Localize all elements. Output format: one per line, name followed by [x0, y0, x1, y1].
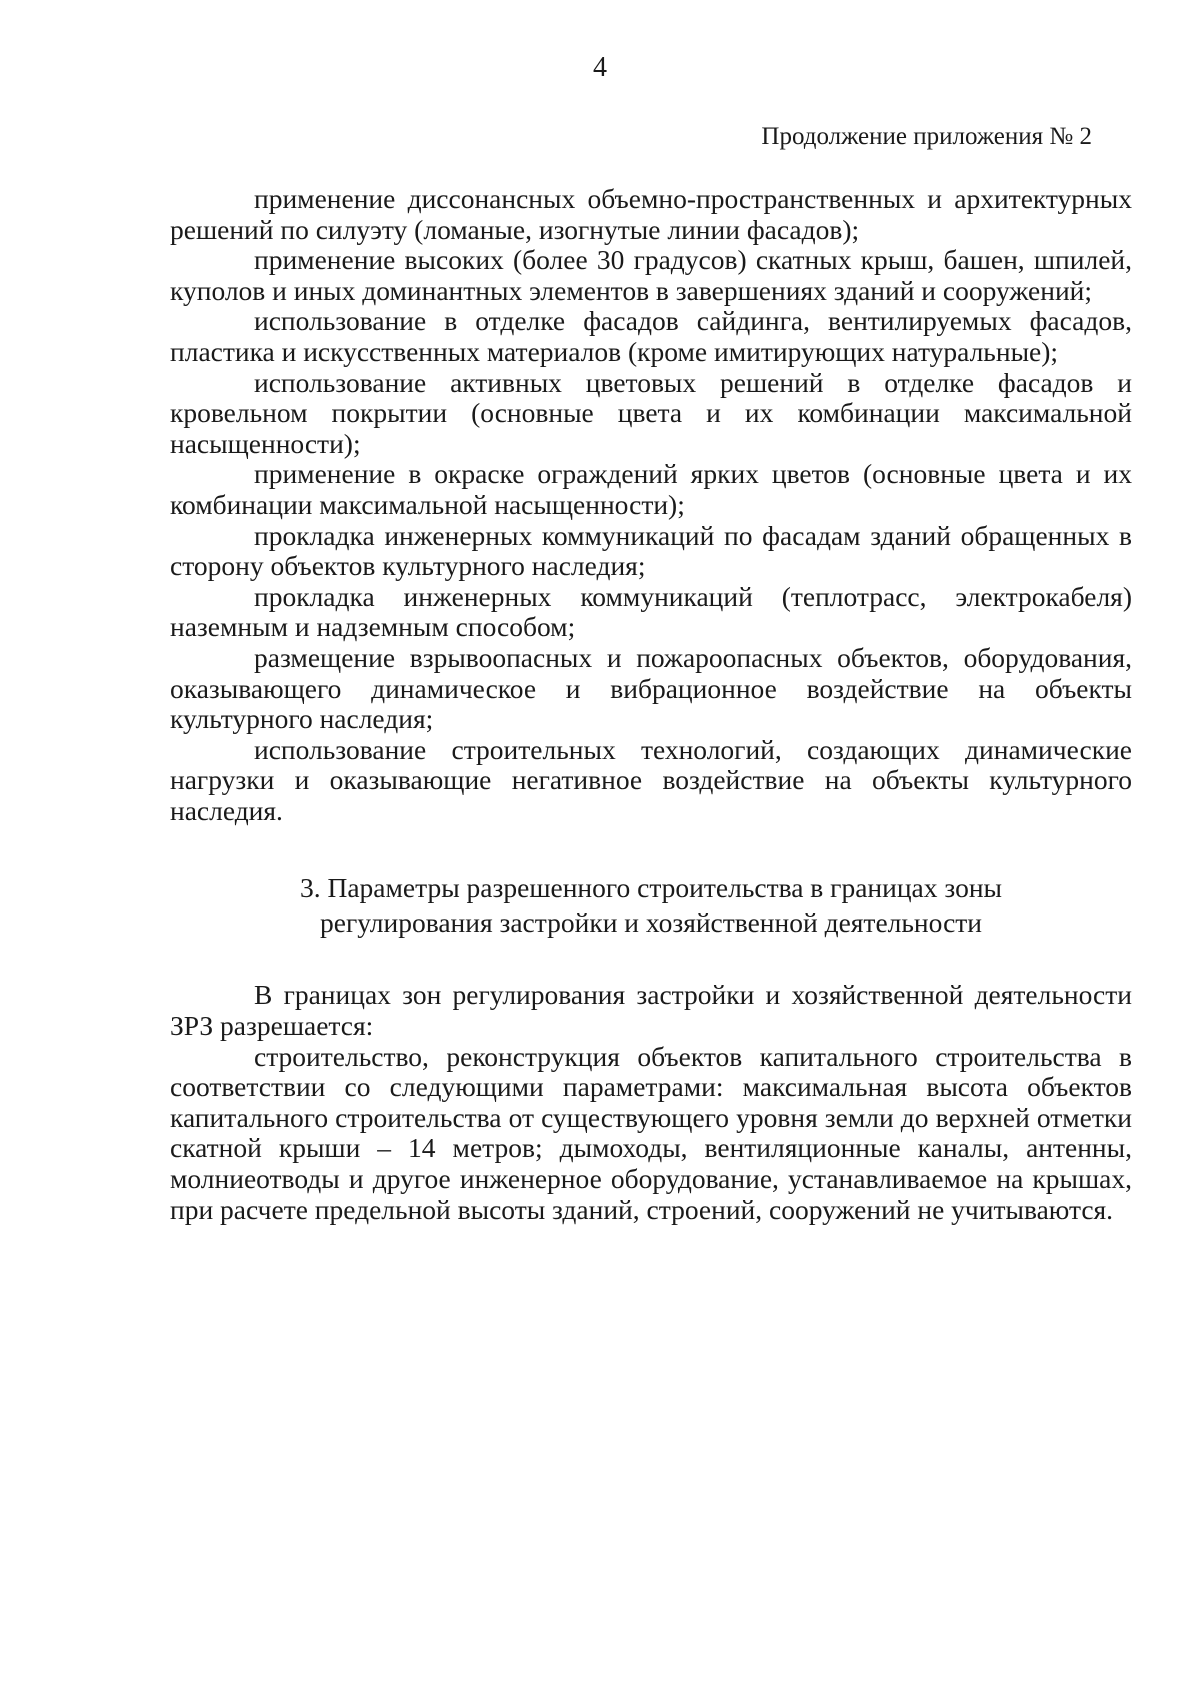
- prohibited-item-fence-colors: применение в окраске ограждений ярких цветов (основные цвета и их комбинации максимальной насыщенности);: [170, 458, 1132, 520]
- prohibited-item-hazardous-objects: размещение взрывоопасных и пожароопасных объектов, оборудования, оказывающего динамическое и вибрационное воздействие на объекты культурного наследия;: [170, 641, 1132, 735]
- section-3-intro: В границах зон регулирования застройки и хозяйственной деятельности ЗРЗ разрешается:: [170, 979, 1132, 1042]
- prohibited-item-construction-technologies: использование строительных технологий, создающих динамические нагрузки и оказывающие негативное воздействие на объекты культурного наследия.: [170, 733, 1132, 826]
- document-body: [170, 184, 1132, 1225]
- section-3-permitted-construction: строительство, реконструкция объектов капитального строительства в соответствии со следующими параметрами: максимальная высота объектов капитального строительства от существующего уровня земли до верхней отметки скатной крыши – 14 метров; дымоходы, вентиляционные каналы, антенны, молниеотводы и другое инженерное оборудование, устанавливаемое на крышах, при расчете предельной высоты зданий, строений, сооружений не учитываются.: [170, 1040, 1132, 1225]
- prohibited-item-facade-materials: использование в отделке фасадов сайдинга, вентилируемых фасадов, пластика и искусственных материалов (кроме имитирующих натуральные);: [170, 305, 1132, 367]
- prohibited-item-high-roofs: применение высоких (более 30 градусов) скатных крыш, башен, шпилей, куполов и иных доминантных элементов в завершениях зданий и сооружений;: [170, 244, 1132, 306]
- prohibited-item-dissonant-solutions: применение диссонансных объемно-пространственных и архитектурных решений по силуэту (ломаные, изогнутые линии фасадов);: [170, 183, 1132, 245]
- prohibited-item-facade-utilities: прокладка инженерных коммуникаций по фасадам зданий обращенных в сторону объектов культурного наследия;: [170, 519, 1132, 582]
- page-number: 4: [593, 52, 607, 83]
- section-3-heading-line-1: 3. Параметры разрешенного строительства в границах зоны: [299, 872, 1003, 904]
- prohibited-item-ground-utilities: прокладка инженерных коммуникаций (теплотрасс, электрокабеля) наземным и надземным способом;: [170, 580, 1132, 643]
- appendix-continuation-note: Продолжение приложения № 2: [761, 123, 1092, 150]
- section-3-heading: [170, 870, 1132, 940]
- prohibited-item-active-colors: использование активных цветовых решений в отделке фасадов и кровельном покрытии (основные цвета и их комбинации максимальной насыщенности);: [170, 366, 1132, 459]
- section-3-heading-line-2: регулирования застройки и хозяйственной деятельности: [319, 907, 983, 939]
